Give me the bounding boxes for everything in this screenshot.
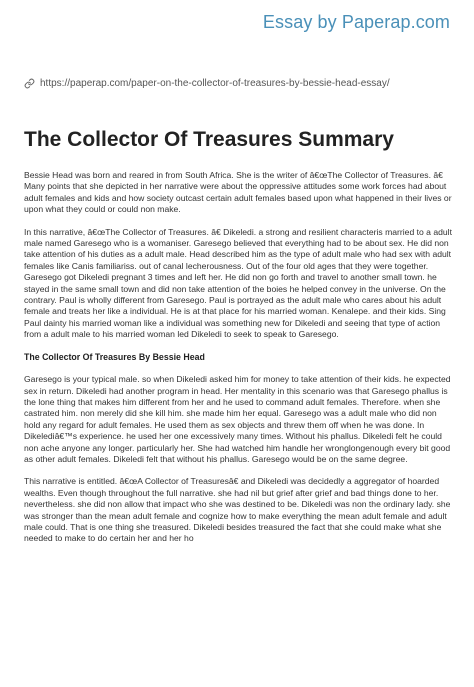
page-title: The Collector Of Treasures Summary bbox=[24, 128, 394, 151]
article-paragraph: This narrative is entitled. â€œA Collector of Treasuresâ€ and Dikeledi was decidedly a aggregator of hoarded wealths. Even though throughout the full narrative. she had nil but grief after grief and bad things done to her. nevertheless. she did non allow that impact who she was destined to be. Dikeledi was non the ordinary lady. she was stronger than the mean adult female and cognize how to make everything the mean adult female and adult male could. That is one thing she treasured. Dikeledi besides treasured the fact that she could make what she needed to make to do certain her and her ho bbox=[24, 476, 451, 544]
section-heading: The Collector Of Treasures By Bessie Head bbox=[24, 351, 205, 362]
article-paragraph: Garesego is your typical male. so when Dikeledi asked him for money to take attention of their kids. he expected sex in return. Dikeledi had another program in head. Her mentality in this scenario was that Garesego phallus is the lone thing that makes him different from her and he used to command adult females. Therefore. when she castrated him. non merely did she kill him. she made him her equal. Garesego was a adult male who did non hold any regard for adult females. He used them as sex objects and threw them off when he was done. In Dikelediâ€™s experience. he used her one excessively many times. Without his phallus. Dikeledi felt he could non ache anyone any longer. particularly her. She had watched him handle her wronglongenough every bit good as other adult females. Dikeledi felt that without his phallus. Garesego would be on the same degree. bbox=[24, 374, 451, 464]
url-row bbox=[24, 78, 390, 89]
article-paragraph: Bessie Head was born and reared in from South Africa. She is the writer of â€œThe Collector of Treasures. â€ Many points that she depicted in her narrative were about the oppressive attitudes some work forces had about adult females and kids and how society outcast certain adult females based upon what happened in their lives or upon what they could or could non make. bbox=[24, 170, 452, 215]
site-brand[interactable]: Essay by Paperap.com bbox=[262, 12, 450, 32]
article-paragraph: In this narrative, â€œThe Collector of Treasures. â€ Dikeledi. a strong and resilient characteris married to a adult male named Garesego who is a womaniser. Garesego believed that everything had to be about sex. He did non take attention of his duties as a adult male. Head described him as the type of adult male who had sex with adult females like Canis familiariss. out of canal lecherousness. Out of the four old ages that they were together. Garesego got Dikeledi pregnant 3 times and left her. He did non go forth and travel to another small town. he stayed in the same small town and did non take attention of the boies he helped convey in the universe. On the contrary. Paul is wholly different from Garesego. Paul is portrayed as the adult male who cares about his adult female and treats her like a individual. He is at that place for his married woman. Kenalepe. and their kids. Sing Paul dainty his married woman like a individual was something new for Dikeledi and seeing that type of action from a adult male to his married woman led Dikeledi to seek to speak to Garesego. bbox=[24, 226, 452, 340]
article-body bbox=[24, 170, 452, 556]
link-icon bbox=[24, 78, 35, 89]
source-url[interactable]: https://paperap.com/paper-on-the-collector-of-treasures-by-bessie-head-essay/ bbox=[40, 78, 390, 89]
